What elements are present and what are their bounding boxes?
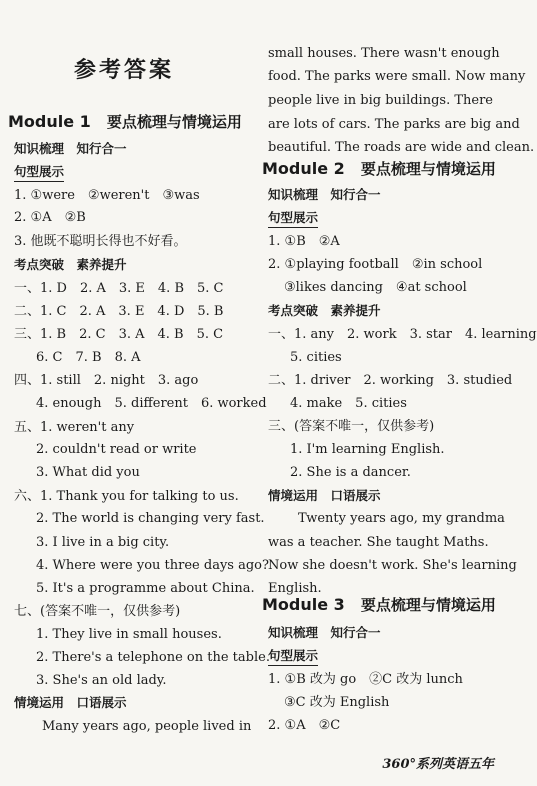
answer-line: 一、1. any 2. work 3. star 4. learning xyxy=(268,327,537,342)
answer-line: 一、1. D 2. A 3. E 4. B 5. C xyxy=(14,281,224,296)
answer-line: 2. ①A ②C xyxy=(268,718,341,733)
answer-line: people live in big buildings. There xyxy=(268,93,493,108)
answer-line: Now she doesn't work. She's learning xyxy=(268,558,517,573)
answer-line: Many years ago, people lived in xyxy=(42,719,252,734)
module-title: 要点梳理与情境运用 xyxy=(360,160,496,178)
answer-line: 2. ①A ②B xyxy=(14,210,86,225)
answer-line: 2. couldn't read or write xyxy=(36,442,197,457)
answer-line: 2. ①playing football ②in school xyxy=(268,257,483,272)
module-heading xyxy=(262,161,496,177)
answer-line: English. xyxy=(268,581,322,596)
answer-line: 1. ①B 改为 go ②C 改为 lunch xyxy=(268,672,463,687)
answer-line: ③C 改为 English xyxy=(284,695,390,710)
answer-line: 二、1. C 2. A 3. E 4. D 5. B xyxy=(14,304,224,319)
module-heading xyxy=(262,597,496,613)
subsection-heading: 句型展示 xyxy=(14,164,64,182)
answer-line: 六、1. Thank you for talking to us. xyxy=(14,489,239,504)
answer-line: 2. There's a telephone on the table. xyxy=(36,650,270,665)
module-title: 要点梳理与情境运用 xyxy=(360,596,496,614)
module-number: Module 2 xyxy=(262,159,345,178)
answer-line: beautiful. The roads are wide and clean. xyxy=(268,140,535,155)
page-title: 参考答案 xyxy=(74,57,175,83)
answer-line: 五、1. weren't any xyxy=(14,420,135,435)
answer-line: 1. ①were ②weren't ③was xyxy=(14,188,200,203)
answer-line: 3. I live in a big city. xyxy=(36,535,170,550)
module-heading xyxy=(8,114,242,130)
answer-line: 2. She is a dancer. xyxy=(290,465,411,480)
answer-line: 3. She's an old lady. xyxy=(36,673,167,688)
module-number: Module 3 xyxy=(262,595,345,614)
answer-line: 三、(答案不唯一，仅供参考) xyxy=(268,419,435,434)
answer-line: 2. The world is changing very fast. xyxy=(36,511,265,526)
section-heading: 考点突破 素养提升 xyxy=(268,303,381,318)
answer-line: food. The parks were small. Now many xyxy=(268,69,526,84)
answer-line: 4. make 5. cities xyxy=(290,396,407,411)
section-heading: 知识梳理 知行合一 xyxy=(268,187,381,202)
answer-line: 6. C 7. B 8. A xyxy=(36,350,141,365)
subsection-heading: 句型展示 xyxy=(268,648,318,666)
answer-line: was a teacher. She taught Maths. xyxy=(268,535,489,550)
module-title: 要点梳理与情境运用 xyxy=(106,113,242,131)
module-number: Module 1 xyxy=(8,112,91,131)
section-heading: 情境运用 口语展示 xyxy=(268,488,381,503)
answer-line: 3. 他既不聪明长得也不好看。 xyxy=(14,234,187,249)
page-footer: 360°系列英语五年 xyxy=(382,757,494,772)
answer-line: 二、1. driver 2. working 3. studied xyxy=(268,373,513,388)
section-heading: 考点突破 素养提升 xyxy=(14,257,127,272)
answer-line: 七、(答案不唯一，仅供参考) xyxy=(14,604,181,619)
section-heading: 知识梳理 知行合一 xyxy=(268,625,381,640)
answer-line: 5. cities xyxy=(290,350,342,365)
answer-line: 4. Where were you three days ago? xyxy=(36,558,269,573)
answer-line: are lots of cars. The parks are big and xyxy=(268,117,520,132)
answer-line: ③likes dancing ④at school xyxy=(284,280,467,295)
answer-line: 三、1. B 2. C 3. A 4. B 5. C xyxy=(14,327,224,342)
answer-line: 3. What did you xyxy=(36,465,140,480)
answer-line: 1. I'm learning English. xyxy=(290,442,445,457)
section-heading: 情境运用 口语展示 xyxy=(14,695,127,710)
answer-line: 四、1. still 2. night 3. ago xyxy=(14,373,199,388)
answer-line: small houses. There wasn't enough xyxy=(268,46,500,61)
answer-line: 1. ①B ②A xyxy=(268,234,340,249)
answer-line: 4. enough 5. different 6. worked xyxy=(36,396,267,411)
section-heading: 知识梳理 知行合一 xyxy=(14,141,127,156)
subsection-heading: 句型展示 xyxy=(268,210,318,228)
answer-line: 5. It's a programme about China. xyxy=(36,581,255,596)
answer-line: Twenty years ago, my grandma xyxy=(298,511,505,526)
answer-line: 1. They live in small houses. xyxy=(36,627,222,642)
